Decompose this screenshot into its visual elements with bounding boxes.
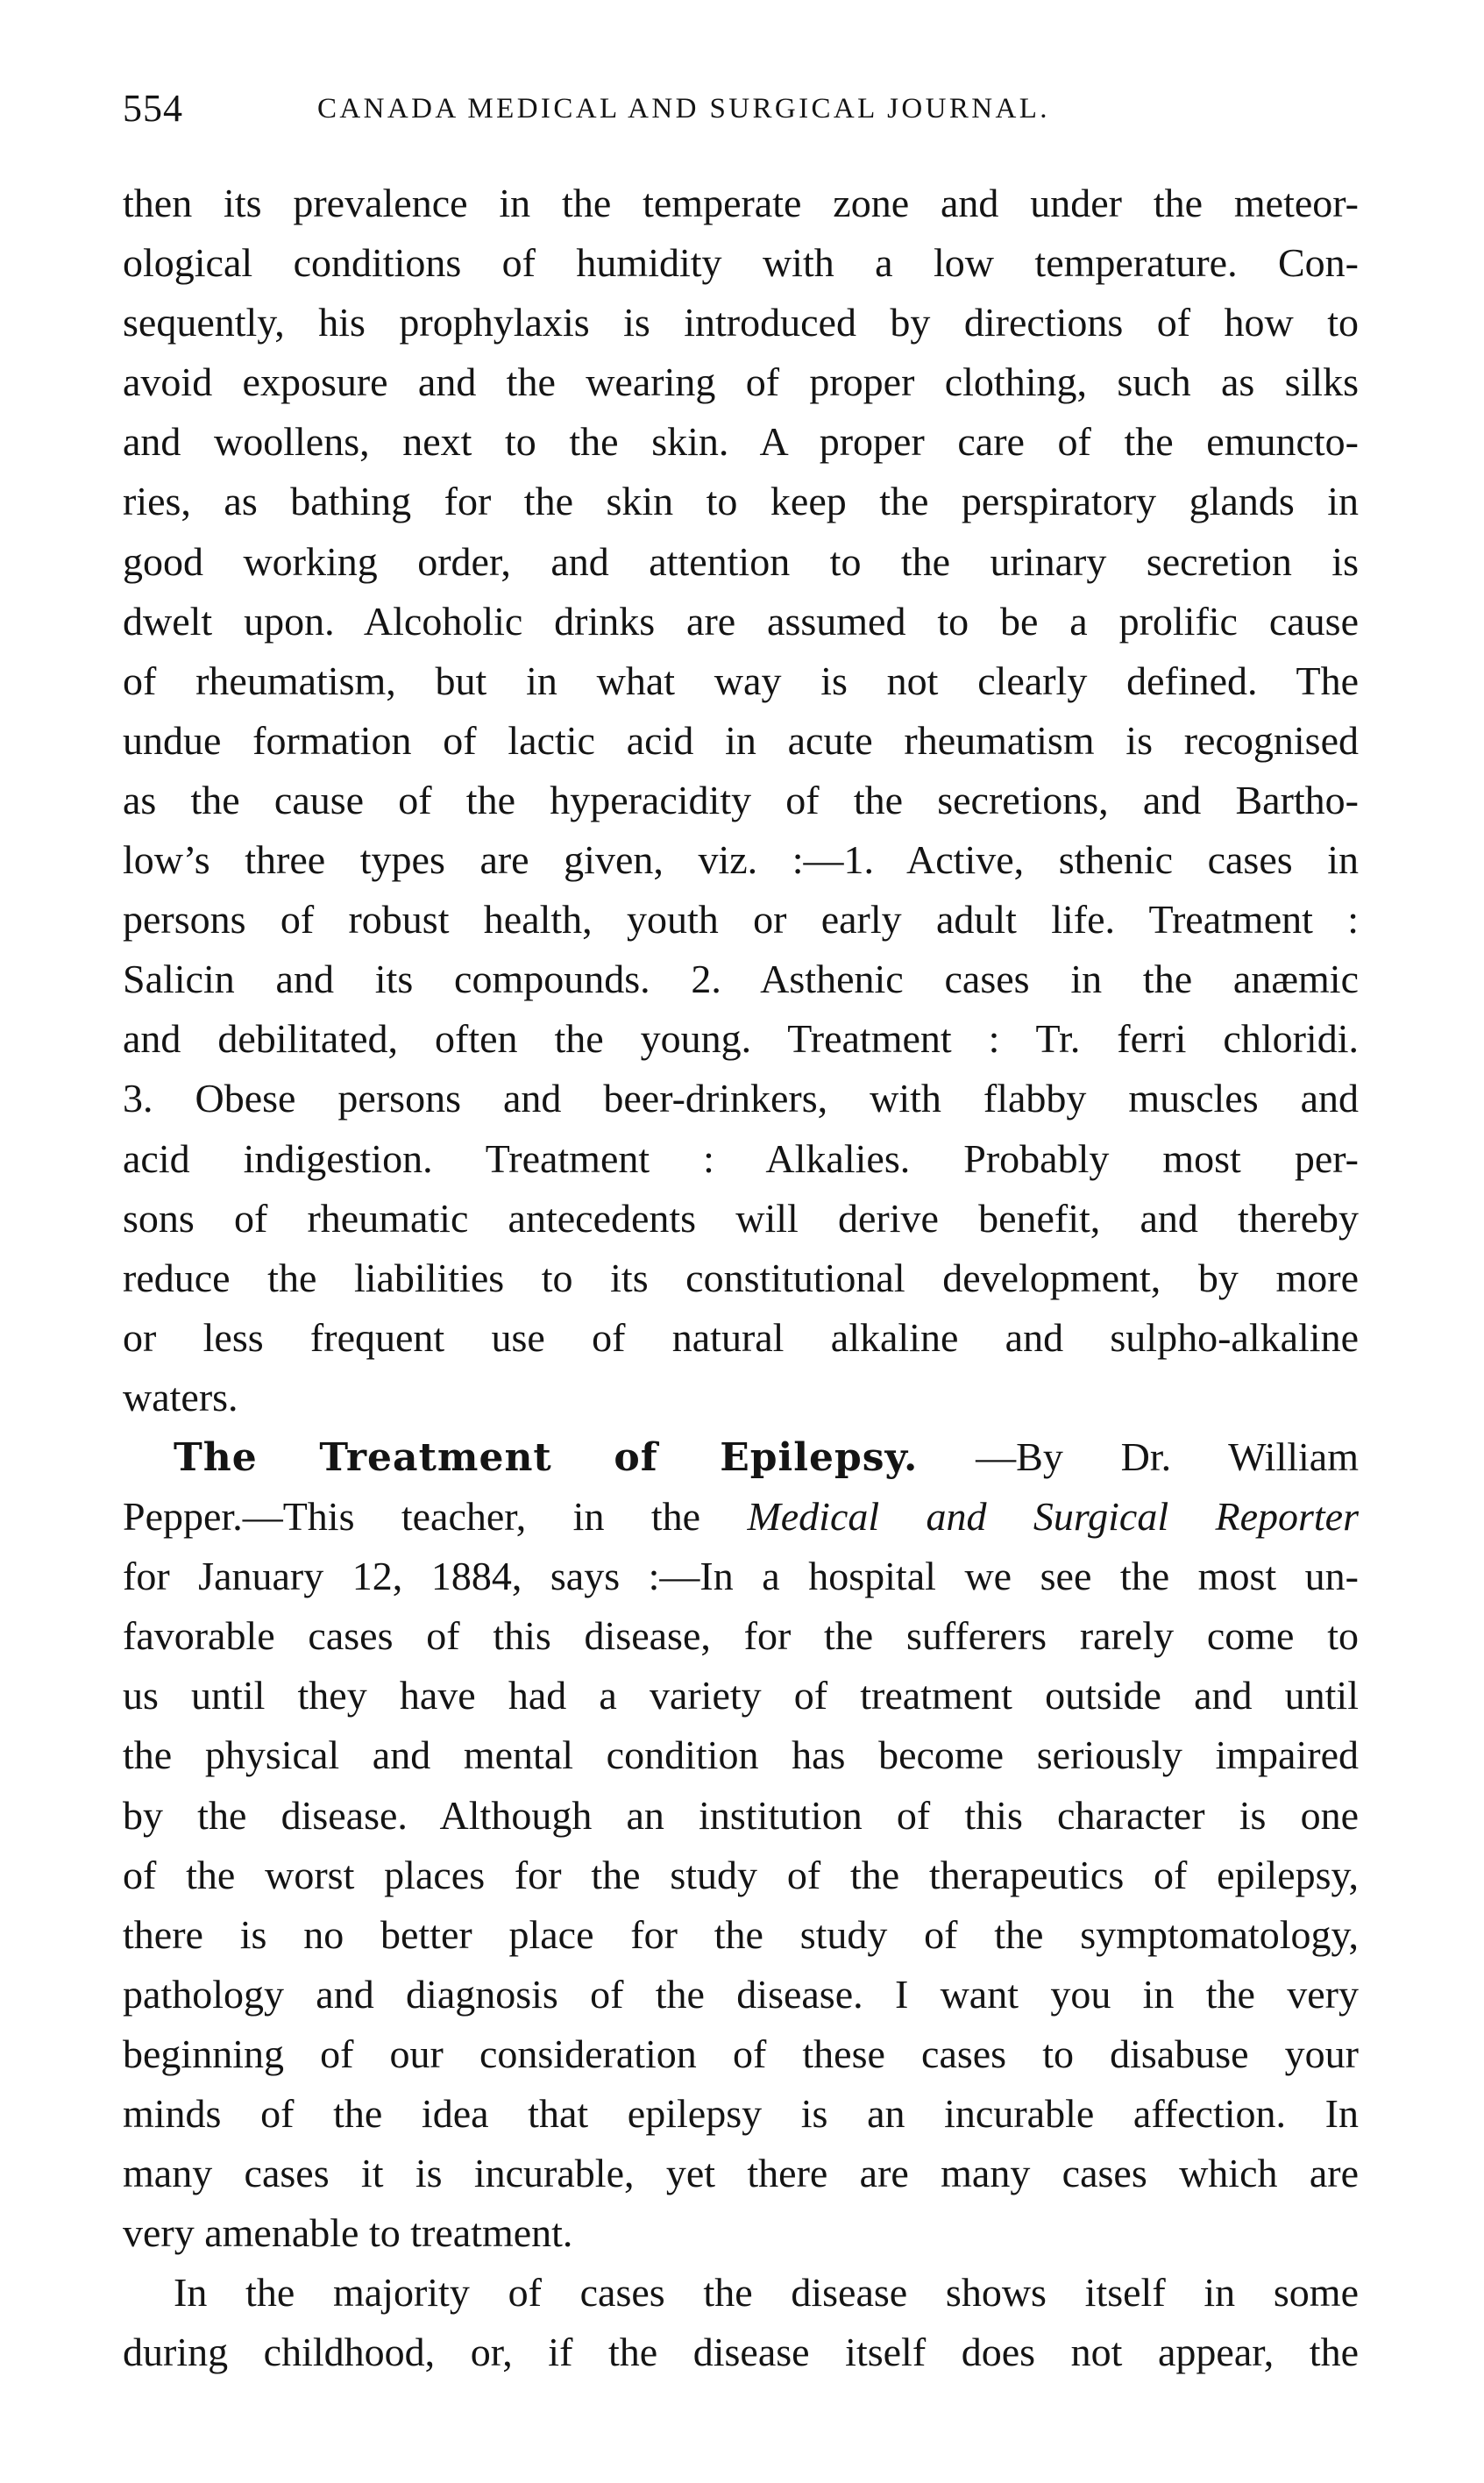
text-line: waters. [123,1374,238,1419]
text-line: beginning of our consideration of these cases to disabuse your [123,2031,1359,2076]
text-line: then its prevalence in the temperate zone and under the meteor- [123,181,1359,225]
text-line: the physical and mental condition has become seriously impaired [123,1732,1359,1778]
text-line: acid indigestion. Treatment : Alkalies. Probably most per- [123,1135,1359,1181]
text-line: for January 12, 1884, says :—In a hospital we see the most un- [123,1554,1359,1599]
text-line: very amenable to treatment. [123,2210,573,2256]
text-line: Salicin and its compounds. 2. Asthenic cases in the anæmic [123,957,1359,1002]
text-line: avoid exposure and the wearing of proper clothing, such as silks [123,359,1359,405]
text-line: us until they have had a variety of treatment outside and until [123,1673,1359,1718]
article-heading-line [123,1427,1359,1487]
text-line: In the majority of cases the disease shows itself in some [174,2270,1359,2316]
text-line: of the worst places for the study of the therapeutics of epilepsy, [123,1852,1359,1897]
text-line: low’s three types are given, viz. :—1. Active, sthenic cases in [123,837,1359,883]
text-line [123,1487,1359,1547]
text-line: ries, as bathing for the skin to keep the perspiratory glands in [123,479,1359,524]
text-line: many cases it is incurable, yet there are many cases which are [123,2151,1359,2196]
text-line: undue formation of lactic acid in acute rheumatism is recognised [123,717,1359,763]
article-heading: The Treatment of Epilepsy. [174,1434,919,1480]
body-text [123,174,1359,2382]
text-line: sequently, his prophylaxis is introduced by directions of how to [123,300,1359,345]
text-line: reduce the liabilities to its constitutional development, by more [123,1255,1359,1300]
text-line: there is no better place for the study of the symptomatology, [123,1911,1359,1957]
text-line: minds of the idea that epilepsy is an incurable affection. In [123,2091,1359,2136]
page-header [123,86,1367,139]
journal-title-italic: Medical and Surgical Reporter [747,1494,1359,1540]
running-head: CANADA MEDICAL AND SURGICAL JOURNAL. [317,93,1050,125]
text-line: by the disease. Although an institution of this character is one [123,1792,1359,1838]
text-span: Pepper.—This teacher, in the [123,1494,748,1540]
text-line: of rheumatism, but in what way is not clearly defined. The [123,658,1359,703]
text-line: 3. Obese persons and beer-drinkers, with flabby muscles and [123,1076,1359,1121]
article-epilepsy [123,1427,1359,2263]
article-byline: —By Dr. William [976,1434,1359,1479]
text-line: persons of robust health, youth or early adult life. Treatment : [123,897,1359,943]
paragraph-rheumatism [123,174,1359,1427]
text-line: as the cause of the hyperacidity of the secretions, and Bartho- [123,777,1359,822]
text-line: pathology and diagnosis of the disease. I want you in the very [123,1971,1359,2017]
text-line: or less frequent use of natural alkaline and sulpho-alkaline [123,1314,1359,1360]
page-number: 554 [123,87,183,130]
text-line: good working order, and attention to the urinary secretion is [123,538,1359,584]
text-line: and woollens, next to the skin. A proper care of the emuncto- [123,419,1359,465]
text-line: ological conditions of humidity with a low temperature. Con- [123,240,1359,286]
text-line: and debilitated, often the young. Treatment : Tr. ferri chloridi. [123,1016,1359,1062]
text-line: dwelt upon. Alcoholic drinks are assumed to be a prolific cause [123,598,1359,644]
paragraph-childhood [123,2263,1359,2382]
text-line: sons of rheumatic antecedents will derive benefit, and thereby [123,1195,1359,1241]
text-line: during childhood, or, if the disease itself does not appear, the [123,2330,1359,2375]
text-line: favorable cases of this disease, for the sufferers rarely come to [123,1613,1359,1659]
